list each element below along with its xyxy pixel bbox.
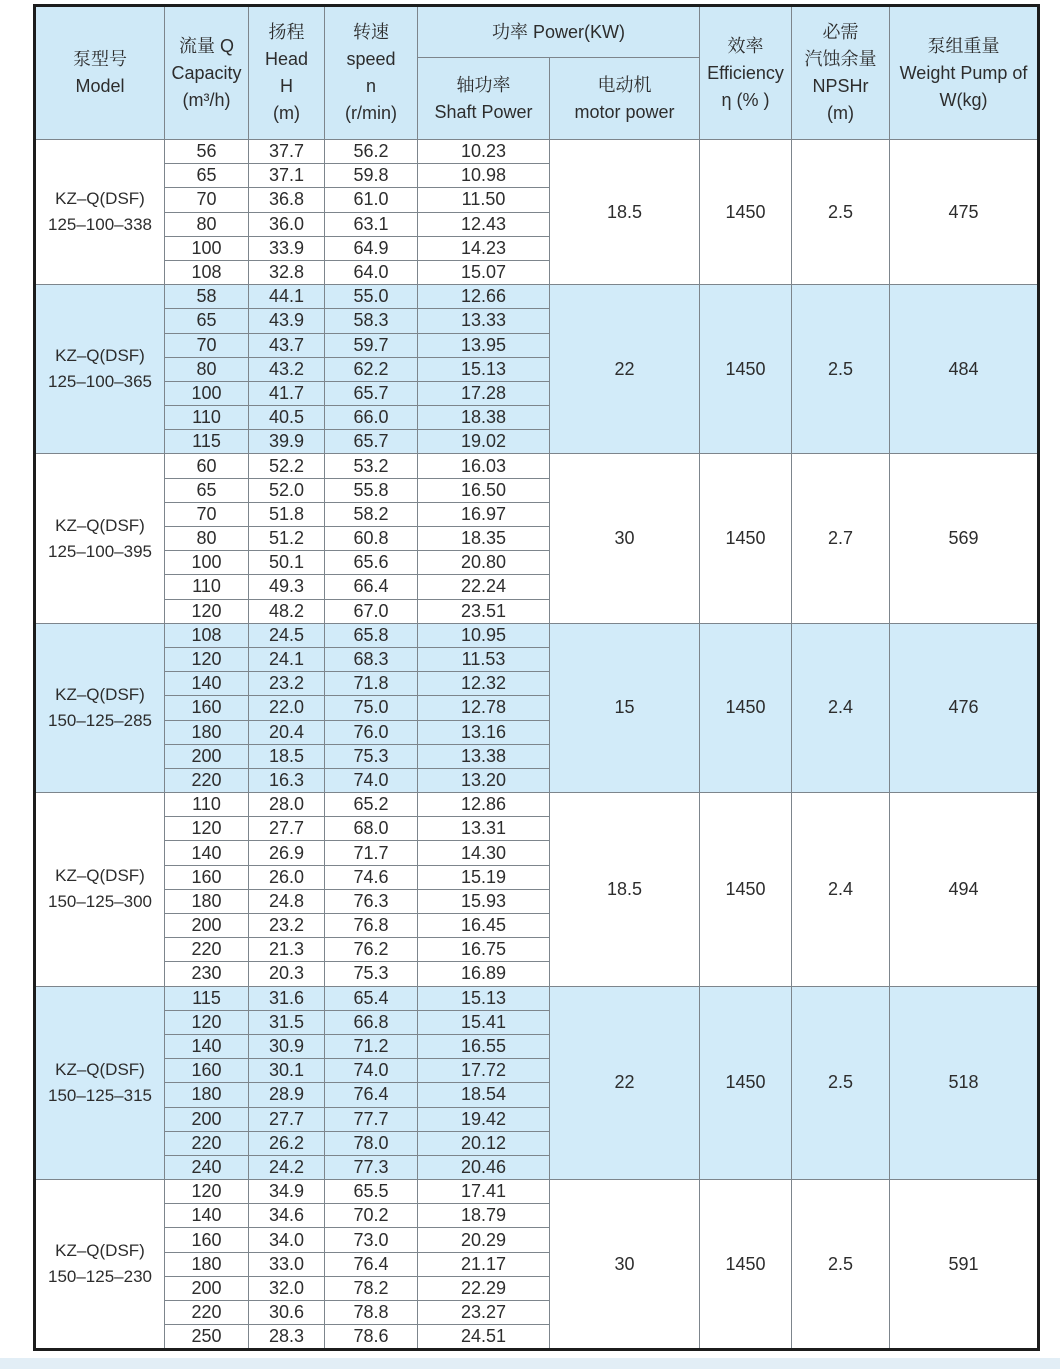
header-capacity-line: 流量 Q bbox=[178, 35, 234, 56]
header-efficiency bbox=[700, 6, 792, 140]
npshr-cell: 2.7 bbox=[792, 454, 890, 623]
model-text-line: KZ–Q(DSF) bbox=[55, 189, 145, 209]
capacity-cell: 140 bbox=[165, 672, 249, 696]
shaft-power-cell: 16.03 bbox=[418, 454, 550, 478]
speed-cell: 63.1 bbox=[325, 212, 418, 236]
efficiency-cell: 1450 bbox=[700, 986, 792, 1180]
shaft-power-cell: 17.41 bbox=[418, 1180, 550, 1204]
capacity-cell: 70 bbox=[165, 188, 249, 212]
shaft-power-cell: 20.29 bbox=[418, 1228, 550, 1252]
model-text-line: 150–125–300 bbox=[47, 892, 152, 912]
motor-power-cell: 15 bbox=[550, 623, 700, 792]
shaft-power-cell: 10.98 bbox=[418, 164, 550, 188]
shaft-power-cell: 12.86 bbox=[418, 793, 550, 817]
shaft-power-cell: 13.20 bbox=[418, 768, 550, 792]
efficiency-cell: 1450 bbox=[700, 793, 792, 987]
head-cell: 26.2 bbox=[249, 1131, 325, 1155]
shaft-power-cell: 21.17 bbox=[418, 1252, 550, 1276]
speed-cell: 67.0 bbox=[325, 599, 418, 623]
head-cell: 30.9 bbox=[249, 1034, 325, 1058]
speed-cell: 65.8 bbox=[325, 623, 418, 647]
speed-cell: 71.2 bbox=[325, 1034, 418, 1058]
weight-cell: 569 bbox=[890, 454, 1039, 623]
speed-cell: 65.7 bbox=[325, 430, 418, 454]
capacity-cell: 80 bbox=[165, 212, 249, 236]
head-cell: 24.8 bbox=[249, 889, 325, 913]
speed-cell: 78.0 bbox=[325, 1131, 418, 1155]
speed-cell: 64.0 bbox=[325, 260, 418, 284]
head-cell: 26.9 bbox=[249, 841, 325, 865]
shaft-power-cell: 15.13 bbox=[418, 357, 550, 381]
capacity-cell: 230 bbox=[165, 962, 249, 986]
capacity-cell: 220 bbox=[165, 768, 249, 792]
capacity-cell: 120 bbox=[165, 1010, 249, 1034]
capacity-cell: 58 bbox=[165, 285, 249, 309]
header-motor-power bbox=[550, 58, 700, 140]
model-text-line: 125–100–365 bbox=[47, 372, 152, 392]
shaft-power-cell: 13.33 bbox=[418, 309, 550, 333]
capacity-cell: 115 bbox=[165, 430, 249, 454]
speed-cell: 73.0 bbox=[325, 1228, 418, 1252]
motor-power-cell: 18.5 bbox=[550, 140, 700, 285]
capacity-cell: 115 bbox=[165, 986, 249, 1010]
model-text-line: KZ–Q(DSF) bbox=[55, 515, 145, 535]
header-efficiency-line: η (% ) bbox=[721, 89, 770, 110]
header-weight bbox=[890, 6, 1039, 140]
header-weight-line: 泵组重量 bbox=[927, 35, 1000, 56]
shaft-power-cell: 19.02 bbox=[418, 430, 550, 454]
capacity-cell: 110 bbox=[165, 406, 249, 430]
speed-cell: 76.4 bbox=[325, 1083, 418, 1107]
capacity-cell: 160 bbox=[165, 865, 249, 889]
npshr-cell: 2.5 bbox=[792, 140, 890, 285]
shaft-power-cell: 15.93 bbox=[418, 889, 550, 913]
speed-cell: 59.8 bbox=[325, 164, 418, 188]
shaft-power-cell: 16.55 bbox=[418, 1034, 550, 1058]
capacity-cell: 108 bbox=[165, 260, 249, 284]
header-motor-power-line: 电动机 bbox=[597, 74, 652, 95]
speed-cell: 78.2 bbox=[325, 1276, 418, 1300]
shaft-power-cell: 18.54 bbox=[418, 1083, 550, 1107]
capacity-cell: 160 bbox=[165, 1059, 249, 1083]
head-cell: 51.2 bbox=[249, 527, 325, 551]
speed-cell: 53.2 bbox=[325, 454, 418, 478]
capacity-cell: 100 bbox=[165, 551, 249, 575]
capacity-cell: 100 bbox=[165, 381, 249, 405]
shaft-power-cell: 20.80 bbox=[418, 551, 550, 575]
head-cell: 24.5 bbox=[249, 623, 325, 647]
capacity-cell: 180 bbox=[165, 720, 249, 744]
speed-cell: 58.3 bbox=[325, 309, 418, 333]
head-cell: 52.0 bbox=[249, 478, 325, 502]
header-power-group bbox=[418, 6, 700, 58]
capacity-cell: 200 bbox=[165, 1276, 249, 1300]
head-cell: 27.7 bbox=[249, 1107, 325, 1131]
speed-cell: 76.2 bbox=[325, 938, 418, 962]
header-motor-power-line: motor power bbox=[574, 101, 675, 122]
head-cell: 43.2 bbox=[249, 357, 325, 381]
speed-cell: 64.9 bbox=[325, 236, 418, 260]
head-cell: 22.0 bbox=[249, 696, 325, 720]
head-cell: 52.2 bbox=[249, 454, 325, 478]
efficiency-cell: 1450 bbox=[700, 285, 792, 454]
capacity-cell: 160 bbox=[165, 696, 249, 720]
speed-cell: 77.3 bbox=[325, 1155, 418, 1179]
speed-cell: 75.3 bbox=[325, 744, 418, 768]
head-cell: 27.7 bbox=[249, 817, 325, 841]
head-cell: 18.5 bbox=[249, 744, 325, 768]
head-cell: 28.0 bbox=[249, 793, 325, 817]
header-head-line: H bbox=[280, 76, 293, 96]
model-cell bbox=[35, 285, 165, 454]
header-npshr-line: 必需 bbox=[822, 22, 859, 42]
speed-cell: 55.0 bbox=[325, 285, 418, 309]
capacity-cell: 70 bbox=[165, 333, 249, 357]
header-model bbox=[35, 6, 165, 140]
head-cell: 37.7 bbox=[249, 140, 325, 164]
capacity-cell: 80 bbox=[165, 527, 249, 551]
speed-cell: 66.8 bbox=[325, 1010, 418, 1034]
weight-cell: 518 bbox=[890, 986, 1039, 1180]
weight-cell: 591 bbox=[890, 1180, 1039, 1350]
header-shaft-power-line: Shaft Power bbox=[434, 101, 533, 122]
head-cell: 23.2 bbox=[249, 914, 325, 938]
head-cell: 31.6 bbox=[249, 986, 325, 1010]
speed-cell: 74.6 bbox=[325, 865, 418, 889]
capacity-cell: 108 bbox=[165, 623, 249, 647]
head-cell: 34.9 bbox=[249, 1180, 325, 1204]
efficiency-cell: 1450 bbox=[700, 1180, 792, 1350]
speed-cell: 76.8 bbox=[325, 914, 418, 938]
table-row bbox=[35, 986, 1039, 1010]
shaft-power-cell: 20.12 bbox=[418, 1131, 550, 1155]
table-row bbox=[35, 1180, 1039, 1204]
shaft-power-cell: 12.32 bbox=[418, 672, 550, 696]
header-efficiency-line: 效率 bbox=[727, 35, 764, 56]
table-body bbox=[35, 140, 1039, 1350]
shaft-power-cell: 20.46 bbox=[418, 1155, 550, 1179]
head-cell: 24.1 bbox=[249, 647, 325, 671]
speed-cell: 76.3 bbox=[325, 889, 418, 913]
shaft-power-cell: 16.50 bbox=[418, 478, 550, 502]
header-speed-line: speed bbox=[346, 49, 396, 69]
header-capacity bbox=[165, 6, 249, 140]
head-cell: 24.2 bbox=[249, 1155, 325, 1179]
shaft-power-cell: 15.07 bbox=[418, 260, 550, 284]
speed-cell: 76.4 bbox=[325, 1252, 418, 1276]
shaft-power-cell: 13.31 bbox=[418, 817, 550, 841]
model-text-line: KZ–Q(DSF) bbox=[55, 866, 145, 886]
shaft-power-cell: 15.13 bbox=[418, 986, 550, 1010]
shaft-power-cell: 22.29 bbox=[418, 1276, 550, 1300]
head-cell: 43.7 bbox=[249, 333, 325, 357]
capacity-cell: 200 bbox=[165, 744, 249, 768]
capacity-cell: 110 bbox=[165, 575, 249, 599]
table-row bbox=[35, 140, 1039, 164]
header-shaft-power-line: 轴功率 bbox=[456, 74, 511, 95]
model-text-line: KZ–Q(DSF) bbox=[55, 684, 145, 704]
motor-power-cell: 22 bbox=[550, 986, 700, 1180]
efficiency-cell: 1450 bbox=[700, 623, 792, 792]
speed-cell: 58.2 bbox=[325, 502, 418, 526]
speed-cell: 66.4 bbox=[325, 575, 418, 599]
pump-spec-table bbox=[33, 4, 1040, 1351]
model-cell bbox=[35, 140, 165, 285]
shaft-power-cell: 16.45 bbox=[418, 914, 550, 938]
npshr-cell: 2.5 bbox=[792, 285, 890, 454]
head-cell: 34.6 bbox=[249, 1204, 325, 1228]
capacity-cell: 120 bbox=[165, 599, 249, 623]
head-cell: 30.6 bbox=[249, 1301, 325, 1325]
header-model-line: Model bbox=[75, 76, 125, 96]
shaft-power-cell: 12.78 bbox=[418, 696, 550, 720]
capacity-cell: 200 bbox=[165, 1107, 249, 1131]
shaft-power-cell: 13.16 bbox=[418, 720, 550, 744]
capacity-cell: 140 bbox=[165, 1204, 249, 1228]
shaft-power-cell: 23.27 bbox=[418, 1301, 550, 1325]
shaft-power-cell: 12.43 bbox=[418, 212, 550, 236]
head-cell: 28.3 bbox=[249, 1325, 325, 1350]
capacity-cell: 65 bbox=[165, 164, 249, 188]
header-weight-line: Weight Pump of bbox=[899, 62, 1028, 83]
header-model-line: 泵型号 bbox=[73, 49, 127, 69]
capacity-cell: 200 bbox=[165, 914, 249, 938]
model-cell bbox=[35, 1180, 165, 1350]
head-cell: 34.0 bbox=[249, 1228, 325, 1252]
motor-power-cell: 30 bbox=[550, 1180, 700, 1350]
speed-cell: 76.0 bbox=[325, 720, 418, 744]
speed-cell: 65.6 bbox=[325, 551, 418, 575]
speed-cell: 65.7 bbox=[325, 381, 418, 405]
header-capacity-line: (m³/h) bbox=[182, 89, 231, 110]
speed-cell: 65.5 bbox=[325, 1180, 418, 1204]
speed-cell: 78.6 bbox=[325, 1325, 418, 1350]
capacity-cell: 100 bbox=[165, 236, 249, 260]
shaft-power-cell: 22.24 bbox=[418, 575, 550, 599]
head-cell: 32.8 bbox=[249, 260, 325, 284]
capacity-cell: 180 bbox=[165, 889, 249, 913]
shaft-power-cell: 13.38 bbox=[418, 744, 550, 768]
motor-power-cell: 22 bbox=[550, 285, 700, 454]
capacity-cell: 120 bbox=[165, 1180, 249, 1204]
speed-cell: 78.8 bbox=[325, 1301, 418, 1325]
speed-cell: 71.8 bbox=[325, 672, 418, 696]
shaft-power-cell: 18.35 bbox=[418, 527, 550, 551]
shaft-power-cell: 13.95 bbox=[418, 333, 550, 357]
head-cell: 30.1 bbox=[249, 1059, 325, 1083]
shaft-power-cell: 11.53 bbox=[418, 647, 550, 671]
header-head-line: 扬程 bbox=[268, 22, 305, 42]
head-cell: 33.0 bbox=[249, 1252, 325, 1276]
header-weight-line: W(kg) bbox=[939, 89, 988, 110]
header-speed-line: n bbox=[365, 76, 376, 96]
head-cell: 44.1 bbox=[249, 285, 325, 309]
shaft-power-cell: 16.75 bbox=[418, 938, 550, 962]
speed-cell: 62.2 bbox=[325, 357, 418, 381]
head-cell: 49.3 bbox=[249, 575, 325, 599]
model-cell bbox=[35, 623, 165, 792]
head-cell: 26.0 bbox=[249, 865, 325, 889]
npshr-cell: 2.4 bbox=[792, 793, 890, 987]
weight-cell: 484 bbox=[890, 285, 1039, 454]
model-text-line: KZ–Q(DSF) bbox=[55, 1241, 145, 1261]
shaft-power-cell: 19.42 bbox=[418, 1107, 550, 1131]
speed-cell: 71.7 bbox=[325, 841, 418, 865]
header-head bbox=[249, 6, 325, 140]
head-cell: 37.1 bbox=[249, 164, 325, 188]
capacity-cell: 160 bbox=[165, 1228, 249, 1252]
shaft-power-cell: 14.30 bbox=[418, 841, 550, 865]
model-cell bbox=[35, 454, 165, 623]
header-shaft-power bbox=[418, 58, 550, 140]
capacity-cell: 65 bbox=[165, 478, 249, 502]
capacity-cell: 110 bbox=[165, 793, 249, 817]
speed-cell: 65.2 bbox=[325, 793, 418, 817]
capacity-cell: 70 bbox=[165, 502, 249, 526]
model-text-line: KZ–Q(DSF) bbox=[55, 346, 145, 366]
capacity-cell: 120 bbox=[165, 817, 249, 841]
head-cell: 23.2 bbox=[249, 672, 325, 696]
speed-cell: 56.2 bbox=[325, 140, 418, 164]
table-header bbox=[35, 6, 1039, 140]
head-cell: 31.5 bbox=[249, 1010, 325, 1034]
model-text-line: 125–100–338 bbox=[47, 215, 152, 235]
header-speed bbox=[325, 6, 418, 140]
head-cell: 28.9 bbox=[249, 1083, 325, 1107]
shaft-power-cell: 10.95 bbox=[418, 623, 550, 647]
head-cell: 36.8 bbox=[249, 188, 325, 212]
header-power-group-line: 功率 Power(KW) bbox=[492, 21, 626, 42]
capacity-cell: 220 bbox=[165, 1301, 249, 1325]
header-row-1 bbox=[35, 6, 1039, 58]
header-npshr-line: (m) bbox=[827, 103, 854, 123]
header-speed-line: 转速 bbox=[353, 22, 389, 42]
shaft-power-cell: 16.89 bbox=[418, 962, 550, 986]
header-npshr bbox=[792, 6, 890, 140]
speed-cell: 75.0 bbox=[325, 696, 418, 720]
capacity-cell: 56 bbox=[165, 140, 249, 164]
capacity-cell: 120 bbox=[165, 647, 249, 671]
model-text-line: 150–125–230 bbox=[47, 1267, 152, 1287]
shaft-power-cell: 10.23 bbox=[418, 140, 550, 164]
weight-cell: 494 bbox=[890, 793, 1039, 987]
model-cell bbox=[35, 986, 165, 1180]
npshr-cell: 2.4 bbox=[792, 623, 890, 792]
header-speed-line: (r/min) bbox=[345, 103, 397, 123]
model-cell bbox=[35, 793, 165, 987]
model-text-line: 150–125–315 bbox=[47, 1085, 152, 1105]
shaft-power-cell: 14.23 bbox=[418, 236, 550, 260]
head-cell: 32.0 bbox=[249, 1276, 325, 1300]
capacity-cell: 180 bbox=[165, 1083, 249, 1107]
header-npshr-line: NPSHr bbox=[812, 76, 869, 96]
head-cell: 20.3 bbox=[249, 962, 325, 986]
table-row bbox=[35, 623, 1039, 647]
motor-power-cell: 30 bbox=[550, 454, 700, 623]
speed-cell: 55.8 bbox=[325, 478, 418, 502]
head-cell: 33.9 bbox=[249, 236, 325, 260]
capacity-cell: 140 bbox=[165, 1034, 249, 1058]
table-row bbox=[35, 285, 1039, 309]
head-cell: 50.1 bbox=[249, 551, 325, 575]
shaft-power-cell: 11.50 bbox=[418, 188, 550, 212]
header-npshr-line: 汽蚀余量 bbox=[804, 49, 877, 69]
capacity-cell: 240 bbox=[165, 1155, 249, 1179]
speed-cell: 61.0 bbox=[325, 188, 418, 212]
head-cell: 20.4 bbox=[249, 720, 325, 744]
capacity-cell: 220 bbox=[165, 1131, 249, 1155]
header-capacity-line: Capacity bbox=[171, 62, 242, 83]
shaft-power-cell: 15.19 bbox=[418, 865, 550, 889]
capacity-cell: 180 bbox=[165, 1252, 249, 1276]
head-cell: 43.9 bbox=[249, 309, 325, 333]
bottom-strip bbox=[0, 1358, 1060, 1369]
speed-cell: 74.0 bbox=[325, 1059, 418, 1083]
speed-cell: 59.7 bbox=[325, 333, 418, 357]
header-head-line: (m) bbox=[273, 103, 300, 123]
efficiency-cell: 1450 bbox=[700, 454, 792, 623]
head-cell: 21.3 bbox=[249, 938, 325, 962]
head-cell: 41.7 bbox=[249, 381, 325, 405]
speed-cell: 60.8 bbox=[325, 527, 418, 551]
shaft-power-cell: 16.97 bbox=[418, 502, 550, 526]
npshr-cell: 2.5 bbox=[792, 986, 890, 1180]
speed-cell: 66.0 bbox=[325, 406, 418, 430]
head-cell: 40.5 bbox=[249, 406, 325, 430]
npshr-cell: 2.5 bbox=[792, 1180, 890, 1350]
shaft-power-cell: 24.51 bbox=[418, 1325, 550, 1350]
model-text-line: 125–100–395 bbox=[47, 541, 152, 561]
speed-cell: 68.0 bbox=[325, 817, 418, 841]
head-cell: 39.9 bbox=[249, 430, 325, 454]
shaft-power-cell: 18.79 bbox=[418, 1204, 550, 1228]
capacity-cell: 220 bbox=[165, 938, 249, 962]
shaft-power-cell: 12.66 bbox=[418, 285, 550, 309]
table-row bbox=[35, 454, 1039, 478]
speed-cell: 77.7 bbox=[325, 1107, 418, 1131]
capacity-cell: 250 bbox=[165, 1325, 249, 1350]
shaft-power-cell: 17.28 bbox=[418, 381, 550, 405]
shaft-power-cell: 23.51 bbox=[418, 599, 550, 623]
head-cell: 51.8 bbox=[249, 502, 325, 526]
capacity-cell: 80 bbox=[165, 357, 249, 381]
shaft-power-cell: 18.38 bbox=[418, 406, 550, 430]
model-text-line: KZ–Q(DSF) bbox=[55, 1059, 145, 1079]
weight-cell: 476 bbox=[890, 623, 1039, 792]
speed-cell: 75.3 bbox=[325, 962, 418, 986]
table-row bbox=[35, 793, 1039, 817]
weight-cell: 475 bbox=[890, 140, 1039, 285]
shaft-power-cell: 15.41 bbox=[418, 1010, 550, 1034]
motor-power-cell: 18.5 bbox=[550, 793, 700, 987]
capacity-cell: 65 bbox=[165, 309, 249, 333]
capacity-cell: 60 bbox=[165, 454, 249, 478]
model-text-line: 150–125–285 bbox=[47, 710, 152, 730]
head-cell: 48.2 bbox=[249, 599, 325, 623]
capacity-cell: 140 bbox=[165, 841, 249, 865]
speed-cell: 74.0 bbox=[325, 768, 418, 792]
shaft-power-cell: 17.72 bbox=[418, 1059, 550, 1083]
speed-cell: 65.4 bbox=[325, 986, 418, 1010]
header-efficiency-line: Efficiency bbox=[707, 62, 784, 83]
speed-cell: 68.3 bbox=[325, 647, 418, 671]
header-head-line: Head bbox=[264, 49, 309, 69]
head-cell: 36.0 bbox=[249, 212, 325, 236]
head-cell: 16.3 bbox=[249, 768, 325, 792]
efficiency-cell: 1450 bbox=[700, 140, 792, 285]
speed-cell: 70.2 bbox=[325, 1204, 418, 1228]
